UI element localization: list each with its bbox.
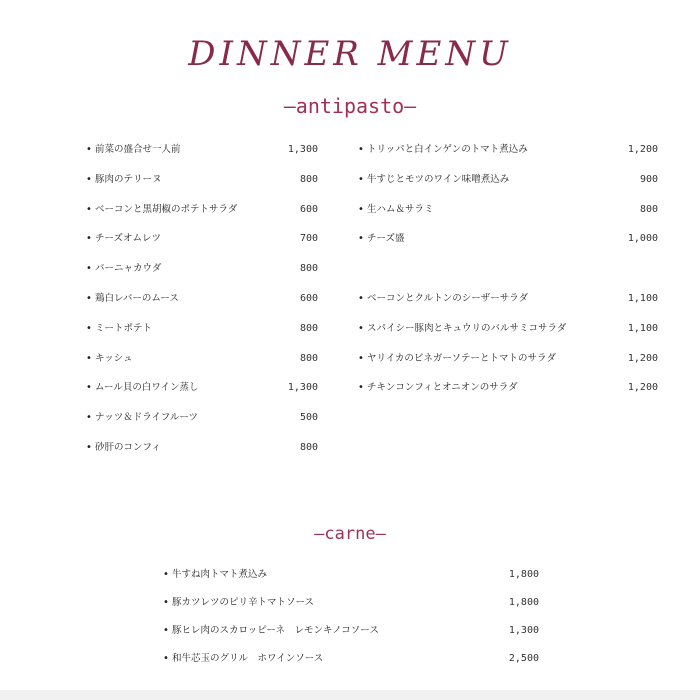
menu-item: [358, 201, 658, 219]
menu-item: [163, 594, 539, 612]
menu-item-price: 800: [299, 263, 318, 275]
menu-item-name: 砂肝のコンフィ: [95, 442, 161, 453]
menu-item-price: 1,300: [508, 625, 539, 636]
menu-item-name: 和牛芯玉のグリル ホワインソース: [172, 653, 324, 664]
menu-item: [86, 439, 318, 457]
bottom-bar: [0, 690, 700, 700]
menu-item-price: 2,500: [508, 653, 539, 664]
menu-item-price: 500: [299, 412, 318, 424]
bullet-icon: •: [163, 597, 169, 608]
menu-item-price: 800: [639, 203, 658, 215]
bullet-icon: •: [163, 569, 169, 580]
menu-item-name: ヤリイカのビネガーソテーとトマトのサラダ: [367, 352, 556, 364]
menu-item: [86, 409, 318, 427]
menu-item-price: 1,200: [627, 144, 658, 155]
menu-item-name: 豚ヒレ肉のスカロッピーネ レモンキノコソース: [172, 625, 379, 636]
menu-item-name: スパイシー豚肉とキュウリのバルサミコサラダ: [367, 322, 567, 334]
menu-item: [358, 171, 658, 189]
menu-item-name: ナッツ＆ドライフルーツ: [95, 412, 198, 424]
menu-item: [86, 230, 318, 248]
bullet-icon: •: [358, 173, 364, 185]
bullet-icon: •: [86, 382, 92, 394]
menu-item-name: 牛すね肉トマト煮込み: [172, 569, 268, 580]
menu-item-price: 600: [299, 203, 318, 215]
menu-item: [163, 622, 539, 640]
bullet-icon: •: [358, 382, 364, 394]
menu-item-price: 1,100: [627, 293, 658, 304]
menu-item-price: 1,000: [627, 233, 658, 245]
bullet-icon: •: [86, 263, 92, 275]
menu-item: [86, 201, 318, 219]
menu-item-name: チーズオムレツ: [95, 233, 162, 245]
bullet-icon: •: [86, 352, 92, 364]
bullet-icon: •: [358, 322, 364, 334]
menu-item-name: 前菜の盛合せ一人前: [95, 144, 181, 155]
menu-item-name: 豚カツレツのピリ辛トマトソース: [172, 597, 315, 608]
menu-item-name: 生ハム＆サラミ: [367, 203, 434, 215]
menu-item: [358, 230, 658, 248]
bullet-icon: •: [358, 203, 364, 215]
menu-item-name: ムール貝の白ワイン蒸し: [95, 382, 199, 394]
menu-item-name: チーズ盛: [367, 233, 405, 245]
menu-item: [86, 320, 318, 338]
menu-item-price: 1,100: [627, 322, 658, 334]
bullet-icon: •: [86, 412, 92, 424]
menu-item-price: 600: [299, 293, 318, 304]
menu-item-price: 800: [299, 173, 318, 185]
bullet-icon: •: [86, 293, 92, 304]
menu-item: [86, 350, 318, 368]
menu-item-name: バーニャカウダ: [95, 263, 162, 275]
menu-item-price: 1,300: [287, 382, 318, 394]
menu-item-price: 800: [299, 322, 318, 334]
menu-item-name: 豚肉のテリーヌ: [95, 173, 162, 185]
menu-item-price: 700: [299, 233, 318, 245]
menu-item: [358, 350, 658, 368]
carne-heading: ―carne―: [314, 524, 386, 544]
menu-item-name: トリッパと白インゲンのトマト煮込み: [367, 144, 528, 155]
bullet-icon: •: [358, 352, 364, 364]
bullet-icon: •: [86, 322, 92, 334]
menu-item-name: キッシュ: [95, 352, 133, 364]
menu-item: [358, 379, 658, 397]
bullet-icon: •: [86, 442, 92, 453]
menu-item: [86, 171, 318, 189]
menu-item-name: ベーコンと黒胡椒のポテトサラダ: [95, 203, 238, 215]
menu-item-price: 1,800: [508, 569, 539, 580]
bullet-icon: •: [163, 625, 169, 636]
menu-item: [358, 141, 658, 159]
bullet-icon: •: [86, 203, 92, 215]
menu-item: [86, 290, 318, 308]
menu-item-price: 800: [299, 442, 318, 453]
bullet-icon: •: [86, 144, 92, 155]
bullet-icon: •: [358, 233, 364, 245]
menu-title: DINNER MENU: [188, 34, 512, 74]
bullet-icon: •: [358, 144, 364, 155]
bullet-icon: •: [86, 173, 92, 185]
menu-item: [358, 320, 658, 338]
menu-item-name: 牛すじとモツのワイン味噌煮込み: [367, 173, 510, 185]
bullet-icon: •: [86, 233, 92, 245]
menu-item-price: 1,200: [627, 352, 658, 364]
menu-item-price: 1,200: [627, 382, 658, 394]
menu-item: [86, 260, 318, 278]
menu-item-price: 900: [639, 173, 658, 185]
menu-item-name: ミートポテト: [95, 322, 153, 334]
menu-item-price: 800: [299, 352, 318, 364]
menu-item-name: ベーコンとクルトンのシーザーサラダ: [367, 293, 529, 304]
menu-item-price: 1,800: [508, 597, 539, 608]
menu-item-name: 鶏白レバーのムース: [95, 293, 179, 304]
menu-item: [358, 290, 658, 308]
antipasto-heading: ―antipasto―: [283, 94, 417, 118]
menu-item: [163, 566, 539, 584]
bullet-icon: •: [163, 653, 169, 664]
menu-item: [86, 141, 318, 159]
menu-item: [86, 379, 318, 397]
menu-item-price: 1,300: [287, 144, 318, 155]
menu-item: [163, 650, 539, 668]
bullet-icon: •: [358, 293, 364, 304]
menu-item-name: チキンコンフィとオニオンのサラダ: [367, 382, 518, 394]
